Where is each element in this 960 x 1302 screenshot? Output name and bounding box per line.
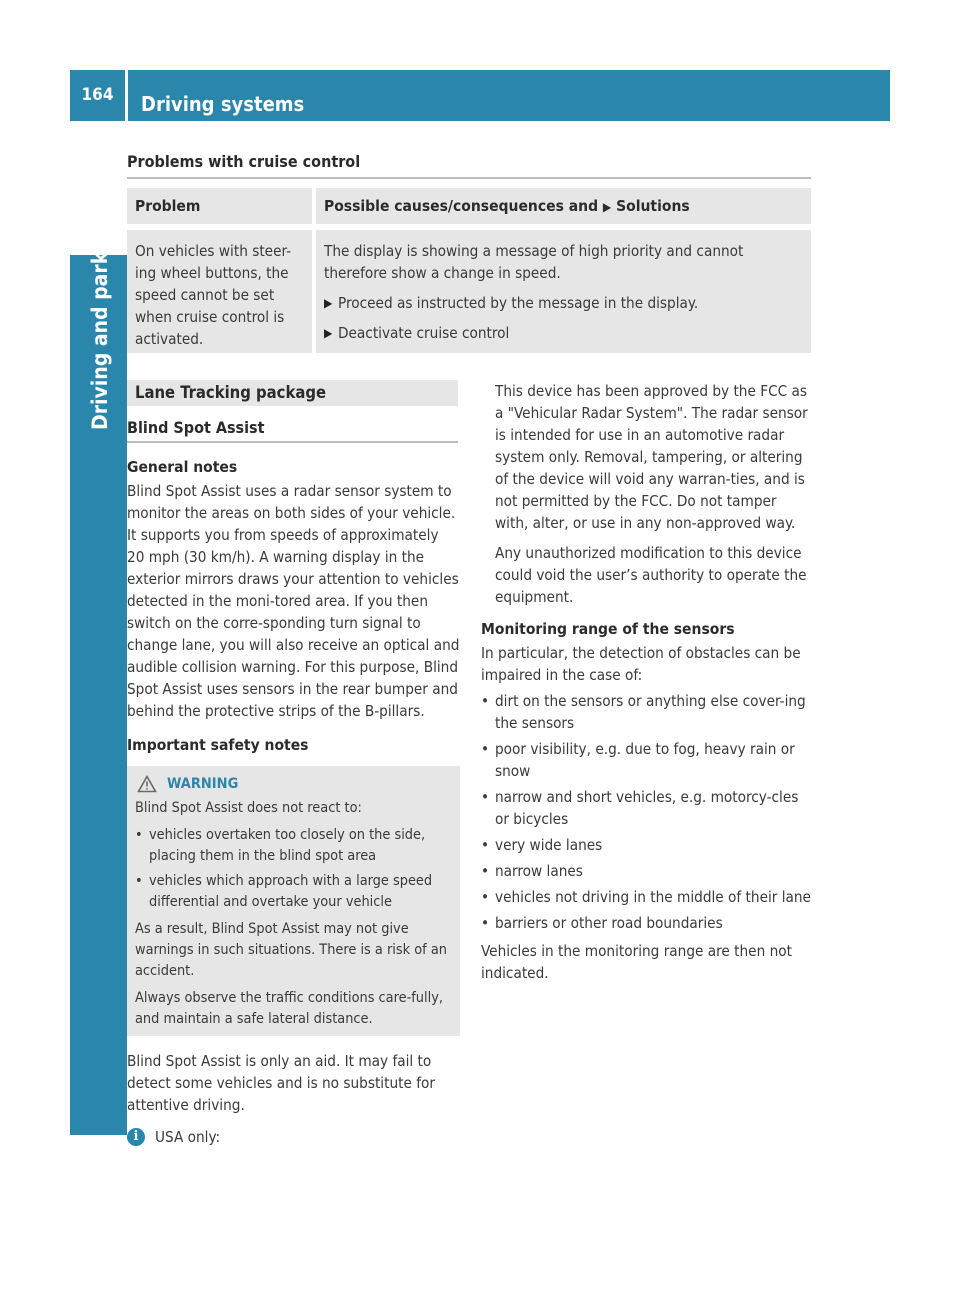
usa-only-text: USA only:	[155, 1128, 221, 1146]
general-notes-text: Blind Spot Assist uses a radar sensor system to monitor the areas on both sides of your vehicle. It supports you from speeds of approximately 20 mph (30 km/h). A warning display in the exterior mirrors draws your attention to vehicles detected in the moni-tored area. If you then switch on the corre-sponding turn signal to change lane, you will also receive an optical and audible collision warning. For this purpose, Blind Spot Assist uses sensors in the rear bumper and behind the protective strips of the B-pillars.	[127, 482, 460, 720]
solution-step	[324, 322, 803, 344]
col-header-solutions-suffix: Solutions	[616, 197, 690, 215]
list-item: • poor visibility, e.g. due to fog, heavy rain or snow	[481, 738, 813, 782]
lane-tracking-title: Lane Tracking package	[127, 380, 458, 406]
warning-header	[135, 772, 452, 796]
page-number: 164	[81, 85, 114, 105]
list-item: • narrow lanes	[481, 862, 583, 880]
step-arrow-icon: ▶	[324, 326, 333, 340]
usa-only-note	[127, 1126, 460, 1148]
monitoring-list	[481, 690, 813, 934]
list-item: • vehicles which approach with a large speed differential and overtake your vehicle	[135, 871, 452, 913]
warning-text: As a result, Blind Spot Assist may not give warnings in such situations. There is a risk of an accident.	[135, 921, 447, 979]
warning-box	[127, 766, 460, 1036]
fcc-text: This device has been approved by the FCC as a "Vehicular Radar System". The radar sensor is intended for use in an automotive radar system only. Removal, tampering, or altering of the device will void any warran-ties, and is not permitted by the FCC. Do not tamper with, alter, or use in any non-approved way.	[495, 382, 808, 532]
cause-text: The display is showing a message of high priority and cannot therefore show a change in speed.	[324, 242, 744, 282]
warning-intro: Blind Spot Assist does not react to:	[135, 800, 362, 816]
general-notes-heading: General notes	[127, 458, 238, 476]
list-item: • narrow and short vehicles, e.g. motorcy-cles or bicycles	[481, 786, 813, 830]
monitoring-outro: Vehicles in the monitoring range are then not indicated.	[481, 942, 792, 982]
warning-triangle-icon	[137, 775, 157, 793]
list-item-text: barriers or other road boundaries	[495, 914, 723, 932]
lane-tracking-heading	[127, 380, 458, 406]
blind-spot-title: Blind Spot Assist	[127, 418, 458, 443]
list-item-text: vehicles not driving in the middle of their lane	[495, 888, 811, 906]
aid-text: Blind Spot Assist is only an aid. It may fail to detect some vehicles and is no substitute for attentive driving.	[127, 1052, 435, 1114]
warning-text: Always observe the traffic conditions care-fully, and maintain a safe lateral distance.	[135, 990, 443, 1027]
problem-cell: On vehicles with steer-ing wheel buttons, the speed cannot be set when cruise control is activated.	[127, 230, 312, 353]
list-item-text: dirt on the sensors or anything else cover-ing the sensors	[495, 692, 806, 732]
list-item: • vehicles overtaken too closely on the side, placing them in the blind spot area	[135, 825, 452, 867]
cruise-problems-table	[127, 188, 811, 353]
side-tab-label: Driving and parking	[88, 218, 112, 430]
monitoring-heading: Monitoring range of the sensors	[481, 620, 735, 638]
list-item-text: poor visibility, e.g. due to fog, heavy rain or snow	[495, 740, 795, 780]
solution-cell	[316, 230, 811, 353]
info-icon: i	[127, 1128, 145, 1146]
col-header-solutions-prefix: Possible causes/consequences and	[324, 197, 599, 215]
step-text: Proceed as instructed by the message in the display.	[338, 294, 699, 312]
step-arrow-icon: ▶	[324, 296, 333, 310]
cruise-table-title: Problems with cruise control	[127, 152, 811, 179]
blind-spot-heading	[127, 418, 458, 443]
monitoring-intro: In particular, the detection of obstacles can be impaired in the case of:	[481, 644, 801, 684]
table-header-row	[127, 188, 811, 224]
list-item: • vehicles not driving in the middle of their lane	[481, 888, 811, 906]
list-item-text: narrow lanes	[495, 862, 583, 880]
header-divider	[125, 70, 128, 121]
table-row	[127, 230, 811, 353]
list-item-text: vehicles overtaken too closely on the side, placing them in the blind spot area	[149, 827, 426, 864]
list-item: • barriers or other road boundaries	[481, 914, 723, 932]
col-header-solutions	[316, 188, 811, 224]
solution-step	[324, 292, 803, 314]
list-item-text: narrow and short vehicles, e.g. motorcy-cles or bicycles	[495, 788, 799, 828]
list-item-text: vehicles which approach with a large speed differential and overtake your vehicle	[149, 873, 433, 910]
list-item: • very wide lanes	[481, 836, 603, 854]
fcc-text: Any unauthorized modification to this device could void the user’s authority to operate the equipment.	[495, 544, 807, 606]
cruise-table-section	[127, 152, 811, 179]
warning-title: WARNING	[167, 776, 239, 792]
section-title: Driving systems	[141, 92, 305, 116]
warning-list	[135, 825, 452, 913]
left-column	[127, 456, 460, 1148]
list-item: • dirt on the sensors or anything else cover-ing the sensors	[481, 690, 813, 734]
col-header-problem: Problem	[127, 188, 312, 224]
right-column	[481, 380, 813, 984]
step-arrow-icon: ▶	[602, 200, 612, 214]
list-item-text: very wide lanes	[495, 836, 603, 854]
step-text: Deactivate cruise control	[338, 324, 510, 342]
safety-notes-heading: Important safety notes	[127, 736, 309, 754]
